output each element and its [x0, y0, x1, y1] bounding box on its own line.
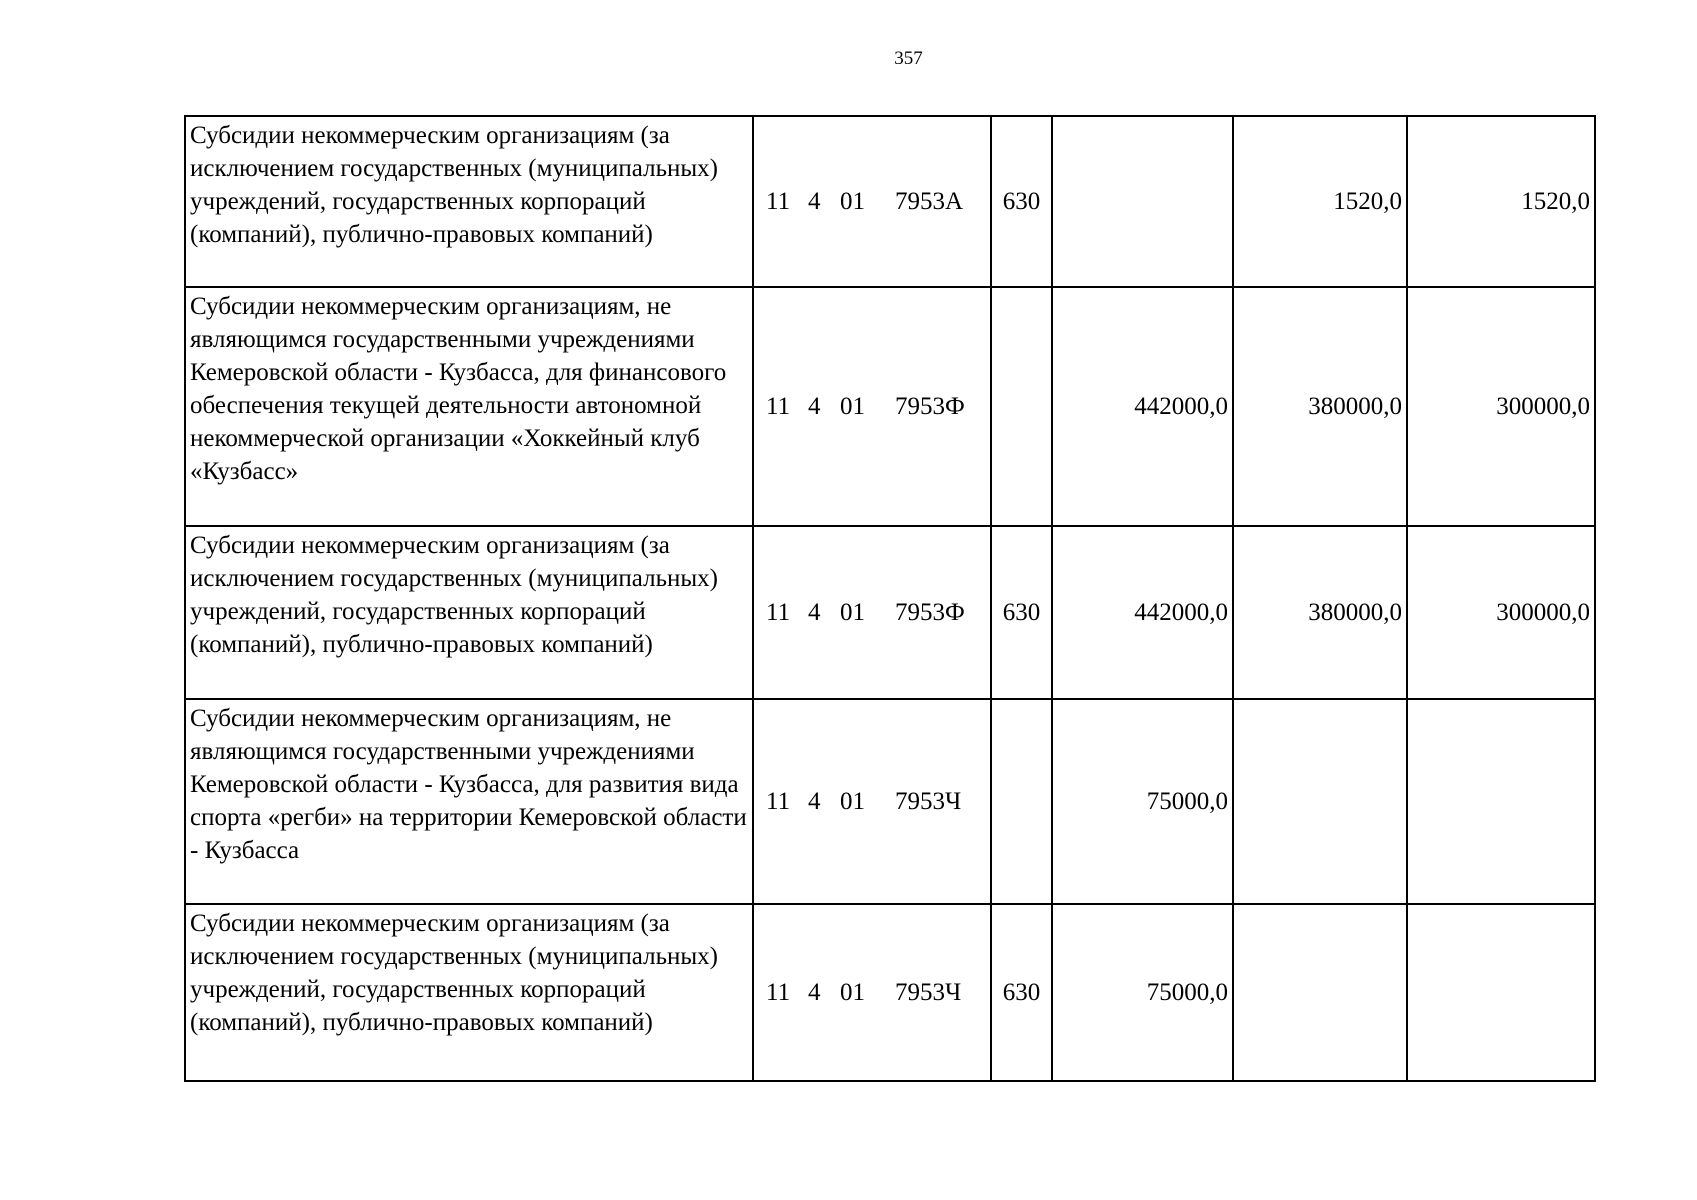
row-description: Субсидии некоммерческим организациям (за исключением государственных (муниципальных) учреждений, государственных корпораций (компаний), публично-правовых компаний) — [185, 904, 753, 1081]
budget-table — [184, 115, 1596, 1082]
code-section: 11 — [766, 393, 791, 420]
row-sum-3 — [1407, 699, 1595, 904]
code-section: 11 — [766, 979, 791, 1006]
row-code — [753, 699, 991, 904]
row-sum-2 — [1233, 904, 1407, 1081]
row-description: Субсидии некоммерческим организациям (за исключением государственных (муниципальных) учреждений, государственных корпораций (компаний), публично-правовых компаний) — [185, 116, 753, 287]
row-sum-2: 380000,0 — [1233, 526, 1407, 699]
row-sum-1: 442000,0 — [1052, 287, 1233, 526]
code-program: 4 — [808, 979, 821, 1006]
code-program: 4 — [808, 599, 821, 626]
row-sum-3 — [1407, 904, 1595, 1081]
row-description: Субсидии некоммерческим организациям (за исключением государственных (муниципальных) учреждений, государственных корпораций (компаний), публично-правовых компаний) — [185, 526, 753, 699]
table-row — [185, 526, 1595, 699]
row-expense-type: 630 — [991, 526, 1052, 699]
row-description: Субсидии некоммерческим организациям, не являющимся государственными учреждениями Кемеровской области - Кузбасса, для развития вида спорта «регби» на территории Кемеровской области - Кузбасса — [185, 699, 753, 904]
code-direction: 7953Ф — [895, 599, 965, 626]
row-expense-type — [991, 287, 1052, 526]
row-sum-2: 1520,0 — [1233, 116, 1407, 287]
code-section: 11 — [766, 788, 791, 815]
table-row — [185, 904, 1595, 1081]
row-expense-type: 630 — [991, 116, 1052, 287]
row-code — [753, 904, 991, 1081]
code-subprogram: 01 — [840, 788, 865, 815]
row-expense-type: 630 — [991, 904, 1052, 1081]
code-subprogram: 01 — [840, 599, 865, 626]
row-sum-1: 75000,0 — [1052, 904, 1233, 1081]
row-sum-1: 75000,0 — [1052, 699, 1233, 904]
row-sum-1 — [1052, 116, 1233, 287]
row-code — [753, 526, 991, 699]
row-expense-type — [991, 699, 1052, 904]
code-direction: 7953А — [895, 188, 964, 215]
row-sum-3: 1520,0 — [1407, 116, 1595, 287]
code-subprogram: 01 — [840, 393, 865, 420]
row-code — [753, 116, 991, 287]
code-subprogram: 01 — [840, 979, 865, 1006]
code-section: 11 — [766, 188, 791, 215]
table-row — [185, 287, 1595, 526]
code-direction: 7953Ф — [895, 393, 965, 420]
row-description: Субсидии некоммерческим организациям, не являющимся государственными учреждениями Кемеровской области - Кузбасса, для финансового обеспечения текущей деятельности автономной некоммерческой организации «Хоккейный клуб «Кузбасс» — [185, 287, 753, 526]
page-number: 357 — [894, 48, 923, 69]
row-sum-2 — [1233, 699, 1407, 904]
row-sum-3: 300000,0 — [1407, 526, 1595, 699]
row-sum-3: 300000,0 — [1407, 287, 1595, 526]
table-row — [185, 699, 1595, 904]
row-code — [753, 287, 991, 526]
code-program: 4 — [808, 788, 821, 815]
row-sum-1: 442000,0 — [1052, 526, 1233, 699]
code-program: 4 — [808, 393, 821, 420]
table-row — [185, 116, 1595, 287]
code-section: 11 — [766, 599, 791, 626]
code-program: 4 — [808, 188, 821, 215]
code-subprogram: 01 — [840, 188, 865, 215]
row-sum-2: 380000,0 — [1233, 287, 1407, 526]
code-direction: 7953Ч — [895, 788, 962, 815]
code-direction: 7953Ч — [895, 979, 962, 1006]
